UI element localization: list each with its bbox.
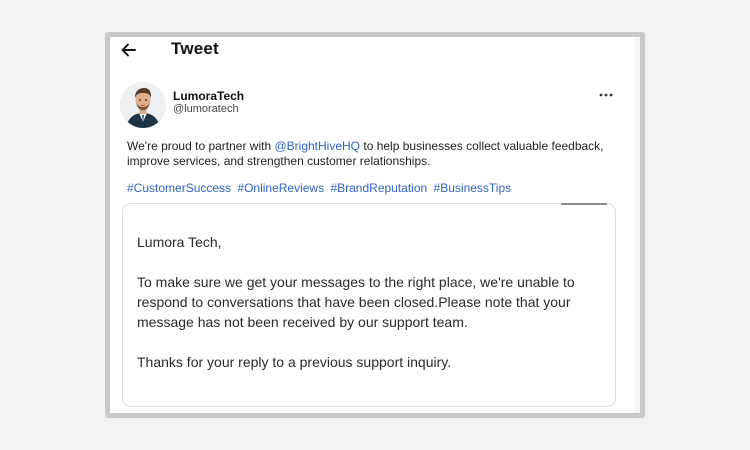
message-body (137, 232, 607, 392)
hashtag-link[interactable]: #OnlineReviews (237, 181, 325, 195)
page-title: Tweet (171, 39, 219, 58)
avatar[interactable] (120, 82, 166, 128)
arrow-left-icon[interactable] (119, 40, 139, 60)
hashtag-link[interactable]: #BrandReputation (330, 181, 428, 195)
more-horizontal-icon[interactable] (598, 91, 614, 99)
scrollbar-track[interactable] (634, 37, 640, 413)
message-greeting: Lumora Tech, (137, 234, 222, 250)
card-tab-divider (561, 203, 607, 205)
tweet-window-frame (105, 32, 645, 418)
tweet-header (110, 37, 640, 67)
author-handle: @lumoratech (173, 103, 239, 115)
profile-photo-avatar (120, 82, 166, 128)
tweet-panel (110, 37, 640, 413)
hashtag-link[interactable]: #CustomerSuccess (127, 181, 232, 195)
message-paragraph: To make sure we get your messages to the right place, we're unable to respond to conversations that have been closed.Please note that your message has not been received by our support team. (137, 274, 575, 330)
mention-link[interactable]: @BrightHiveHQ (274, 139, 361, 153)
message-paragraph: Thanks for your reply to a previous support inquiry. (137, 354, 452, 370)
tweet-text-after: to help businesses collect valuable feedback, improve services, and strengthen customer relationships. (127, 139, 604, 168)
hashtag-link[interactable]: #BusinessTips (433, 181, 512, 195)
tweet-text-before: We're proud to partner with (127, 139, 275, 153)
tweet-text (127, 139, 622, 168)
author-name[interactable]: LumoraTech (173, 89, 245, 103)
attached-message-card[interactable] (122, 203, 616, 407)
hashtag-list (127, 181, 514, 195)
